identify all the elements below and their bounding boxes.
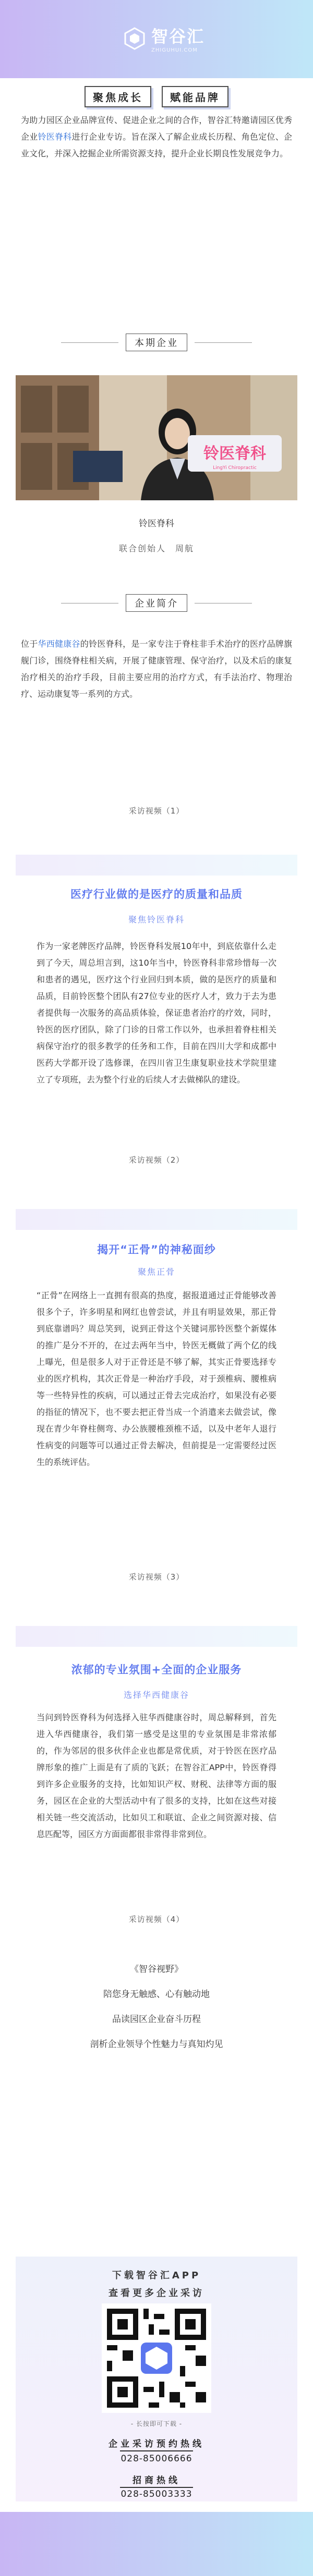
divider [61, 342, 118, 343]
hotline-number[interactable]: 028-85006666 [121, 2454, 192, 2464]
tag-row [0, 86, 313, 107]
guest-name: 铃医脊科 [139, 519, 174, 529]
card-2-title: 揭开“正骨”的神秘面纱 [97, 1243, 216, 1256]
vision-line-1: 陪您身无触感、心有触动地 [103, 1989, 210, 2000]
biz-hotline-number[interactable]: 028-85003333 [121, 2489, 192, 2499]
interview-card-1 [16, 855, 297, 1188]
card-topbar [16, 855, 297, 876]
guest-photo [16, 375, 297, 500]
intro-text-2: 进行企业专访。旨在深入了解企业成长历程、角色定位、企业文化，并深入挖掘企业所需资源支持，提升企业长期良性发展竞争力。 [21, 132, 292, 158]
hotline-title: 企业采访预约热线 [109, 2439, 204, 2449]
video-link-1[interactable]: 采访视频（1） [128, 806, 185, 816]
interview-card-3 [16, 1626, 297, 1928]
download-panel [16, 2257, 297, 2501]
guest-photo-illustration [16, 375, 297, 500]
company-section-label: 企业简介 [126, 594, 187, 612]
guest-role: 联合创始人 周航 [118, 544, 194, 553]
card-3-subtitle: 选择华西健康谷 [123, 1690, 189, 1700]
photo-sign-text: 铃医脊科 [203, 445, 266, 463]
video-link-2[interactable]: 采访视频（2） [128, 1155, 185, 1165]
intro-paragraph [21, 112, 292, 162]
card-1-subtitle: 聚焦铃医脊科 [128, 915, 185, 925]
brand-name: 智谷汇 [151, 27, 205, 46]
biz-hotline-title: 招商热线 [133, 2475, 180, 2486]
company-section-title [0, 594, 313, 612]
tag-empower-brand: 赋能品牌 [162, 86, 228, 107]
qr-hint: - 长按即可下载 - [130, 2420, 183, 2427]
card-2-text: “正骨”在网络上一直拥有很高的热度，据报道通过正骨能够改善很多个子，许多明星和网红也曾尝试，并且有明显效果，那正骨到底靠谱吗？周总笑到，说到正骨这个关键词那铃医整个新媒体的推广是分不开的，在过去两年当中，铃医无概做了两个亿的线上曝光，但是很多人对于正骨还是不够了解，其实正骨要选择专业的医疗机构，其次正骨是一种治疗手段，对于颈椎病、腰椎病等一些特异性的疾病，可以通过正骨去完成治疗，如果没有必要的指征的情况下，也不要去把正骨当成一个消遣来去做尝试，像现在青少年脊柱侧弯、办公族腰椎颈椎不适，以及中老年人退行性病变的问题等可以通过正骨去解决，但前提是一定需要经过医生的系统评估。 [37, 1290, 276, 1467]
vision-title: 《智谷视野》 [130, 1964, 183, 1975]
divider [195, 342, 252, 343]
guest-section-title [0, 334, 313, 351]
card-3-title: 浓郁的专业氛围+全面的企业服务 [71, 1663, 242, 1676]
video-link-4[interactable]: 采访视频（4） [128, 1915, 185, 1924]
brand-sub: ZHIGUHUI.COM [151, 47, 198, 53]
card-topbar [16, 1209, 297, 1230]
divider [120, 2487, 193, 2488]
download-line-2: 查看更多企业采访 [109, 2288, 204, 2299]
video-link-3[interactable]: 采访视频（3） [128, 1572, 185, 1582]
divider [120, 2450, 193, 2451]
card-1-title: 医疗行业做的是医疗的质量和品质 [70, 888, 243, 901]
qr-code-icon [102, 2303, 211, 2413]
guest-section-label: 本期企业 [126, 334, 187, 351]
company-text-1: 位于 [21, 639, 38, 649]
card-2-subtitle: 聚焦正骨 [137, 1267, 175, 1277]
intro-text-1: 为助力园区企业品牌宣传、促进企业之间的合作，智谷汇特邀请园区优秀企业 [21, 115, 292, 142]
interview-card-2 [16, 1209, 297, 1563]
download-qr-code[interactable] [102, 2303, 211, 2413]
card-topbar [16, 1626, 297, 1647]
card-1-text: 作为一家老牌医疗品牌，铃医脊科发展10年中，到底依靠什么走到了今天，周总坦言到，这10年当中，铃医脊科非常珍惜每一次和患者的遇见，医疗这个行业回归到本质，做的是医疗的质量和品质，目前铃医整个团队有27位专业的医疗人才，致力于去为患者提供每一次服务的高品质体验，保证患者治疗的疗效，同时，铃医的医疗团队，除了门诊的日常工作以外，也承担着脊柱相关病保守治疗的很多教学的任务和工作，目前在四川大学和成都中医药大学都开设了选修课，在四川省卫生康复职业技术学院里建立了专项班，去为整个行业的后续人才去做梯队的建设。 [37, 941, 276, 1084]
brand-cube-icon [123, 27, 146, 50]
intro-highlight: 铃医脊科 [38, 132, 72, 142]
card-3-text: 当问到铃医脊科为何选择入驻华西健康谷时，周总解释到，首先进入华西健康谷，我们第一感受是这里的专业氛围是非常浓郁的，作为邻居的很多伙伴企业也都是常优质，对于铃医在医疗品牌形象的推广上面是有了质的飞跃；在智谷汇APP中，铃医脊得到许多企业服务的支持，比如知识产权、财税、法律等方面的服务，园区在企业的大型活动中有了很多的支持，比如在这些对接相关链一些交流活动，比如贝工和联谊、企业之间资源对接、信息匹配等，园区方方面面都很非常得非常到位。 [37, 1712, 276, 1839]
tag-focus-growth: 聚焦成长 [85, 86, 151, 107]
vision-line-3: 剖析企业领导个性魅力与真知灼见 [90, 2039, 223, 2050]
company-highlight: 华西健康谷 [38, 639, 80, 649]
footer-banner [0, 2512, 313, 2576]
download-line-1: 下载智谷汇APP [112, 2270, 201, 2281]
photo-sign-en: LingYi Chiropractic [213, 465, 257, 471]
company-text-2: 的铃医脊科，是一家专注于脊柱非手术治疗的医疗品牌旗舰门诊，围绕脊柱相关病，开展了健康管理、保守治疗，以及术后的康复治疗相关的治疗手段，目前主要应用的治疗方式，有手法治疗、物理治疗、运动康复等一系列的方式。 [21, 639, 292, 699]
company-paragraph [21, 636, 292, 702]
brand-logo [123, 23, 204, 53]
header-banner [0, 0, 313, 78]
vision-line-2: 品读园区企业奋斗历程 [112, 2014, 201, 2025]
